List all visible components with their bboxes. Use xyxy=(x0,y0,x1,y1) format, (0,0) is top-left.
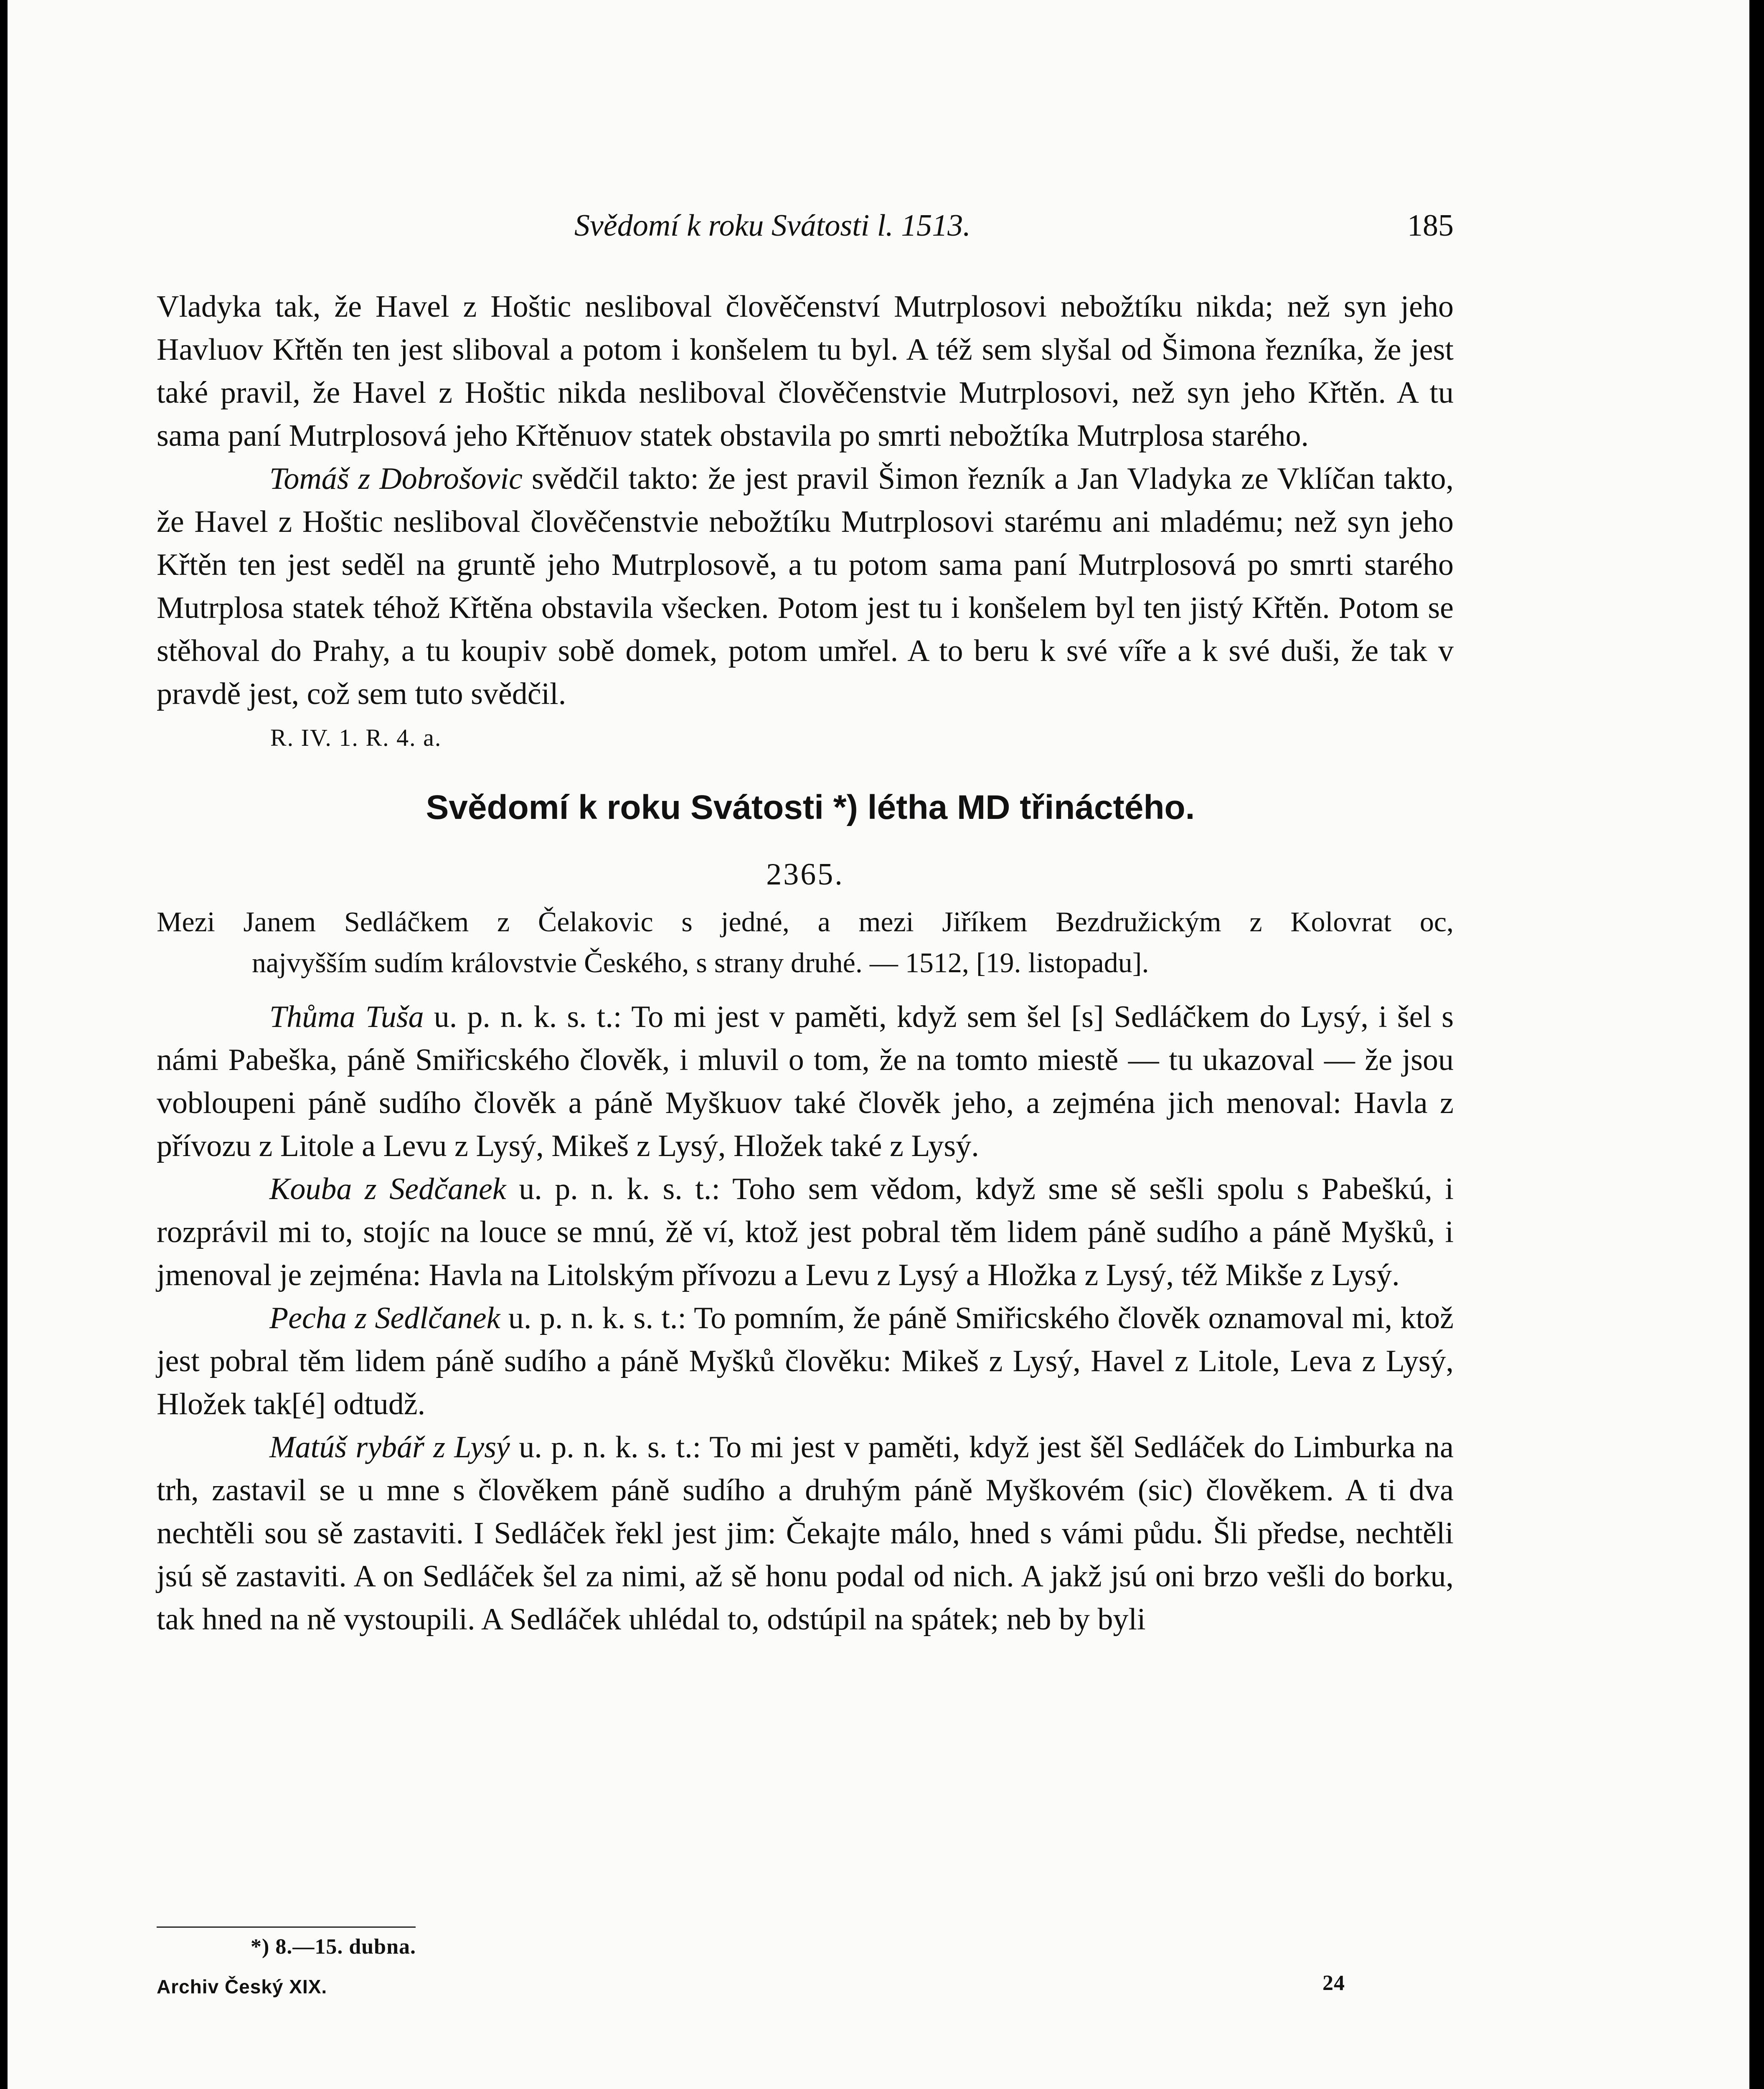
testimony-text: u. p. n. k. s. t.: Toho sem vědom, když sme sě sešli spolu s Pabeškú, i rozprávil mi to, stojíc na louce se mnú, žě ví, ktož jest pobral těm lidem páně sudího a páně Myšků, i jmenoval je zejména: Havla na Litolským přívozu a Levu z Lysý a Hložka z Lysý, též Mikše z Lysý. xyxy=(157,1172,1454,1292)
running-title: Svědomí k roku Svátosti l. 1513. xyxy=(574,208,971,243)
testimony xyxy=(157,1168,1454,1297)
witness-name: Kouba z Sedčanek xyxy=(269,1172,506,1206)
section-title: Svědomí k roku Svátosti *) létha MD třináctého. xyxy=(426,788,1195,826)
regest-line: Mezi Janem Sedláčkem z Čelakovic s jedné, a mezi Jiříkem Bezdružickým z Kolovrat oc, xyxy=(157,906,1454,938)
main-text xyxy=(157,285,1454,1641)
regest-line: najvyšším sudím královstvie Českého, s strany druhé. — 1512, [19. listopadu]. xyxy=(252,947,1149,978)
testimony xyxy=(157,1297,1454,1426)
testimonies xyxy=(157,996,1454,1641)
testimony-text: u. p. n. k. s. t.: To pomním, že páně Smiřicského člověk oznamoval mi, ktož jest pobral těm lidem páně sudího a páně Myšků člověku: Mikeš z Lysý, Havel z Litole, Leva z Lysý, Hložek tak[é] odtudž. xyxy=(157,1301,1454,1421)
witness-name: Matúš rybář z Lysý xyxy=(269,1430,510,1464)
witness-name: Thůma Tuša xyxy=(269,1000,424,1034)
archive-reference: R. IV. 1. R. 4. a. xyxy=(270,724,442,751)
testimony xyxy=(157,996,1454,1168)
paragraph-tomas xyxy=(157,457,1454,716)
testimony xyxy=(157,1426,1454,1641)
page xyxy=(8,0,1749,2089)
entry-number: 2365. xyxy=(766,857,844,892)
page-number: 185 xyxy=(1407,208,1454,243)
testimony-text: u. p. n. k. s. t.: To mi jest v paměti, když sem šel [s] Sedláčkem do Lysý, i šel s námi Pabeška, páně Smiřicského člověk, i mluvil o tom, že na tomto miestě — tu ukazoval — že jsou vobloupeni páně sudího člověk a páně Myškuov také člověk jeho, a zejména jich menoval: Havla z přívozu z Litole a Levu z Lysý, Mikeš z Lysý, Hložek také z Lysý. xyxy=(157,1000,1454,1163)
testimony-text: u. p. n. k. s. t.: To mi jest v paměti, když jest šěl Sedláček do Limburka na trh, zastavil se u mne s člověkem páně sudího a druhým páně Myškovém (sic) člověkem. A ti dva nechtěli sou sě zastaviti. I Sedláček řekl jest jim: Čekajte málo, hned s vámi půdu. Šli předse, nechtěli jsú sě zastaviti. A on Sedláček šel za nimi, až sě honu podal od nich. A jakž jsú oni brzo vešli do borku, tak hned na ně vystoupili. A Sedláček uhlédal to, odstúpil na spátek; neb by byli xyxy=(157,1430,1454,1637)
footnote-divider xyxy=(157,1926,416,1928)
signature-left: Archiv Český XIX. xyxy=(157,1976,327,1998)
testimony-text: svědčil takto: že jest pravil Šimon řezník a Jan Vladyka ze Vklíčan takto, že Havel z Hoštic nesliboval člověčenstvie nebožtíku Mutrplosovi starému ani mladému; než syn jeho Křtěn ten jest seděl na gruntě jeho Mutrplosově, a tu potom sama paní Mutrplosová po smrti starého Mutrplosa statek téhož Křtěna obstavila všecken. Potom jest tu i konšelem byl ten jistý Křtěn. Potom se stěhoval do Prahy, a tu koupiv sobě domek, potom umřel. A to beru k své víře a k své duši, že tak v pravdě jest, což sem tuto svědčil. xyxy=(157,462,1454,711)
paragraph-continued: Vladyka tak, že Havel z Hoštic nesliboval člověčenství Mutrplosovi nebožtíku nikda; než syn jeho Havluov Křtěn ten jest sliboval a potom i konšelem tu byl. A též sem slyšal od Šimona řezníka, že jest také pravil, že Havel z Hoštic nikda nesliboval člověčenstvie Mutrplosovi, než syn jeho Křtěn. A tu sama paní Mutrplosová jeho Křtěnuov statek obstavila po smrti nebožtíka Mutrplosa starého. xyxy=(157,290,1454,453)
witness-name: Tomáš z Dobrošovic xyxy=(269,462,523,496)
signature-right: 24 xyxy=(1322,1971,1345,1995)
footnote: *) 8.—15. dubna. xyxy=(251,1935,416,1959)
witness-name: Pecha z Sedlčanek xyxy=(269,1301,500,1335)
entry-regest xyxy=(157,901,1454,983)
